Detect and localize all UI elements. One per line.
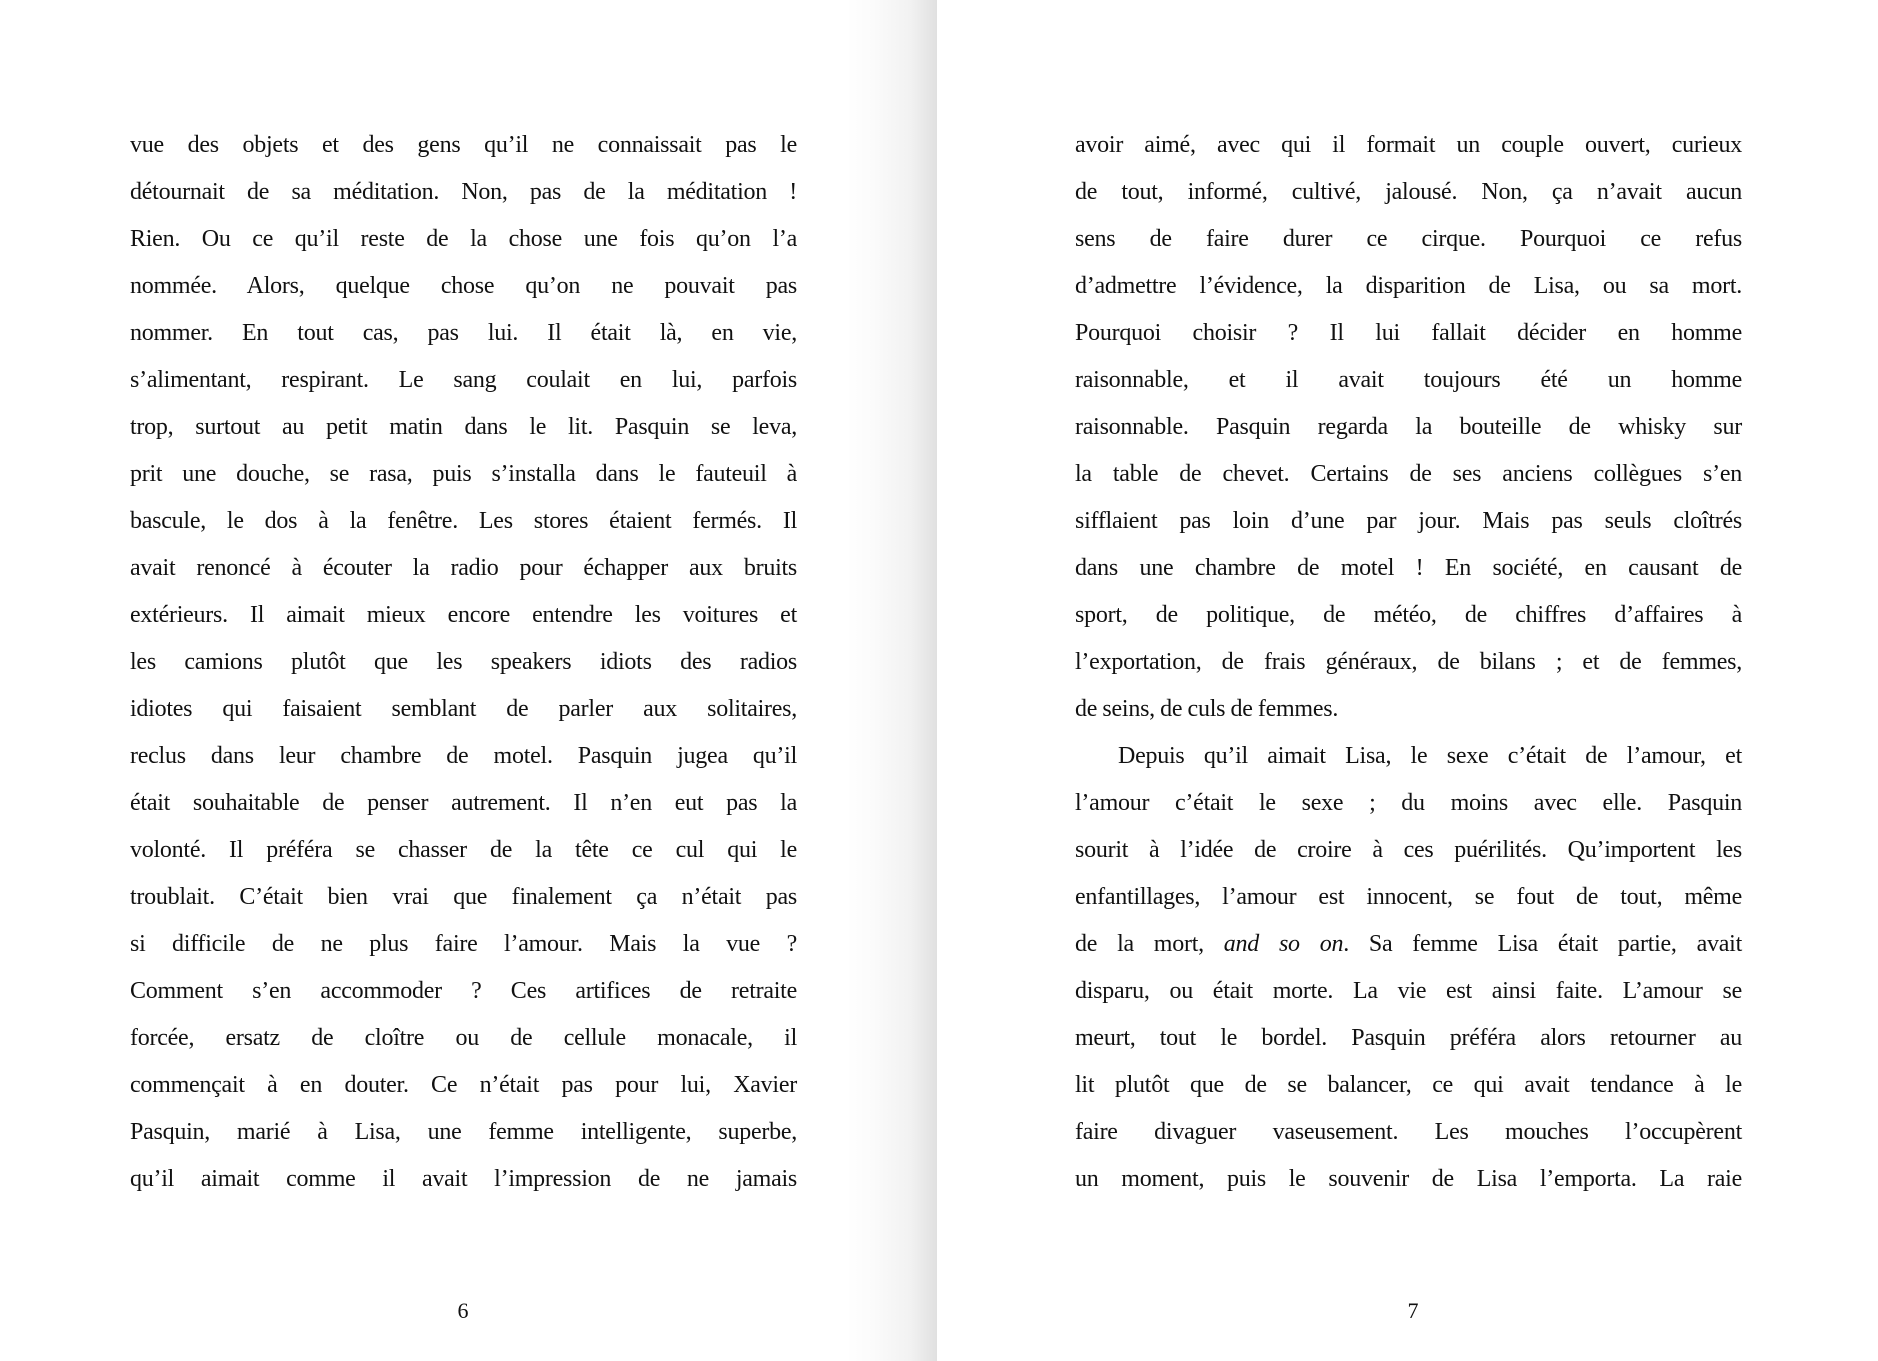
text-line: enfantillages, l’amour est innocent, se fout de tout, même: [1075, 884, 1742, 910]
page-number-left: 6: [457, 1298, 469, 1323]
text-line: nommée. Alors, quelque chose qu’on ne pouvait pas: [130, 273, 797, 299]
text-line: commençait à en douter. Ce n’était pas pour lui, Xavier: [130, 1072, 797, 1098]
right-page-text: [1075, 122, 1742, 1203]
text-line: extérieurs. Il aimait mieux encore entendre les voitures et: [130, 602, 797, 628]
text-line: les camions plutôt que les speakers idiots des radios: [130, 649, 797, 675]
text-line: avait renoncé à écouter la radio pour échapper aux bruits: [130, 555, 797, 581]
text-line: dans une chambre de motel ! En société, en causant de: [1075, 555, 1742, 581]
italic-phrase: and so on: [1223, 931, 1344, 957]
text-line: bascule, le dos à la fenêtre. Les stores étaient fermés. Il: [130, 508, 797, 534]
text-line: Pourquoi choisir ? Il lui fallait décider en homme: [1075, 320, 1742, 346]
text-line-with-italic: [1075, 921, 1742, 968]
text-line: meurt, tout le bordel. Pasquin préféra alors retourner au: [1075, 1025, 1742, 1051]
text-line: s’alimentant, respirant. Le sang coulait en lui, parfois: [130, 367, 797, 393]
text-line: prit une douche, se rasa, puis s’installa dans le fauteuil à: [130, 461, 797, 487]
text-line: Rien. Ou ce qu’il reste de la chose une fois qu’on l’a: [130, 226, 797, 252]
text-line: si difficile de ne plus faire l’amour. Mais la vue ?: [130, 931, 797, 957]
text-line: la table de chevet. Certains de ses anciens collègues s’en: [1075, 461, 1742, 487]
text-line: forcée, ersatz de cloître ou de cellule monacale, il: [130, 1025, 797, 1051]
text-line: disparu, ou était morte. La vie est ainsi faite. L’amour se: [1075, 978, 1742, 1004]
right-page: [937, 0, 1878, 1361]
gutter-shadow: [845, 0, 937, 1361]
text-line: qu’il aimait comme il avait l’impression de ne jamais: [130, 1166, 797, 1192]
page-number-right: 7: [1407, 1298, 1419, 1323]
text-line: l’exportation, de frais généraux, de bilans ; et de femmes,: [1075, 649, 1742, 675]
text-line: d’admettre l’évidence, la disparition de Lisa, ou sa mort.: [1075, 273, 1742, 299]
text-line: l’amour c’était le sexe ; du moins avec elle. Pasquin: [1075, 790, 1742, 816]
left-page-text: [130, 122, 797, 1203]
text-run: . Sa femme Lisa était partie, avait: [1343, 931, 1742, 957]
text-line: reclus dans leur chambre de motel. Pasquin jugea qu’il: [130, 743, 797, 769]
text-line: sport, de politique, de météo, de chiffres d’affaires à: [1075, 602, 1742, 628]
text-line: Comment s’en accommoder ? Ces artifices de retraite: [130, 978, 797, 1004]
text-line: volonté. Il préféra se chasser de la tête ce cul qui le: [130, 837, 797, 863]
text-run: de la mort,: [1075, 931, 1224, 957]
text-line: un moment, puis le souvenir de Lisa l’emporta. La raie: [1075, 1166, 1742, 1192]
text-line: raisonnable. Pasquin regarda la bouteille de whisky sur: [1075, 414, 1742, 440]
text-line: vue des objets et des gens qu’il ne connaissait pas le: [130, 132, 797, 158]
paragraph-end-line: de seins, de culs de femmes.: [1075, 696, 1339, 722]
text-line: sens de faire durer ce cirque. Pourquoi ce refus: [1075, 226, 1742, 252]
text-line: raisonnable, et il avait toujours été un homme: [1075, 367, 1742, 393]
text-line: était souhaitable de penser autrement. Il n’en eut pas la: [130, 790, 797, 816]
text-line: troublait. C’était bien vrai que finalement ça n’était pas: [130, 884, 797, 910]
text-line: détournait de sa méditation. Non, pas de la méditation !: [130, 179, 797, 205]
text-line: idiotes qui faisaient semblant de parler aux solitaires,: [130, 696, 797, 722]
text-line: lit plutôt que de se balancer, ce qui avait tendance à le: [1075, 1072, 1742, 1098]
text-line: avoir aimé, avec qui il formait un couple ouvert, curieux: [1075, 132, 1742, 158]
text-line: de tout, informé, cultivé, jalousé. Non, ça n’avait aucun: [1075, 179, 1742, 205]
text-line: nommer. En tout cas, pas lui. Il était là, en vie,: [130, 320, 797, 346]
text-line: sourit à l’idée de croire à ces puérilités. Qu’importent les: [1075, 837, 1742, 863]
text-line: sifflaient pas loin d’une par jour. Mais pas seuls cloîtrés: [1075, 508, 1742, 534]
paragraph-start-line: Depuis qu’il aimait Lisa, le sexe c’était de l’amour, et: [1118, 743, 1742, 769]
left-page: [0, 0, 937, 1361]
text-line: Pasquin, marié à Lisa, une femme intelligente, superbe,: [130, 1119, 797, 1145]
text-line: trop, surtout au petit matin dans le lit. Pasquin se leva,: [130, 414, 797, 440]
text-line: faire divaguer vaseusement. Les mouches l’occupèrent: [1075, 1119, 1742, 1145]
